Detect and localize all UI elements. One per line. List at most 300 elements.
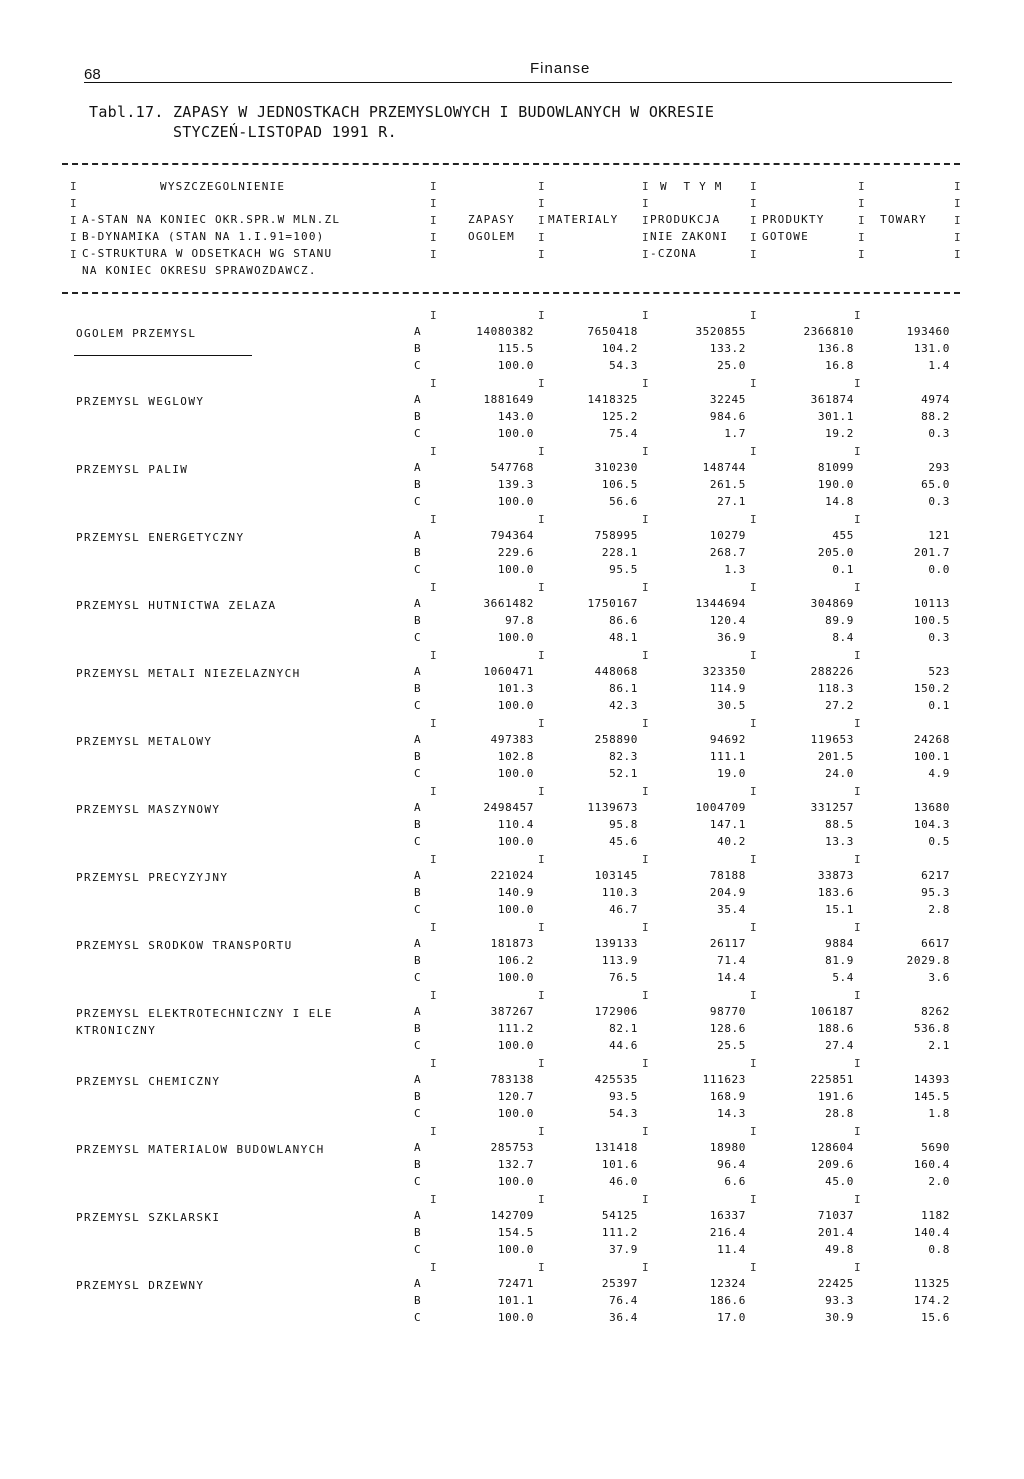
row-label: PRZEMYSL ENERGETYCZNY: [76, 531, 245, 544]
table-cell: 181873: [490, 937, 534, 950]
row-marker: A: [414, 665, 422, 678]
table-cell: 172906: [594, 1005, 638, 1018]
row-marker: A: [414, 1141, 422, 1154]
row-separator: I: [538, 785, 545, 798]
header-separator: I: [642, 180, 649, 193]
table-cell: 140.9: [497, 886, 534, 899]
row-marker: B: [414, 1226, 422, 1239]
row-separator: I: [430, 785, 437, 798]
table-cell: 119653: [810, 733, 854, 746]
row-separator: I: [430, 1261, 437, 1274]
table-cell: 49.8: [825, 1243, 854, 1256]
row-separator: I: [750, 1261, 757, 1274]
row-marker: C: [414, 427, 422, 440]
table-cell: 37.9: [609, 1243, 638, 1256]
row-separator: I: [430, 717, 437, 730]
table-cell: 100.0: [497, 699, 534, 712]
table-cell: 106.5: [601, 478, 638, 491]
table-cell: 106.2: [497, 954, 534, 967]
row-separator: I: [854, 785, 861, 798]
table-cell: 104.2: [601, 342, 638, 355]
table-cell: 288226: [810, 665, 854, 678]
table-cell: 4.9: [928, 767, 950, 780]
table-cell: 93.5: [609, 1090, 638, 1103]
table-cell: 131.0: [913, 342, 950, 355]
table-cell: 100.5: [913, 614, 950, 627]
table-cell: 54125: [601, 1209, 638, 1222]
table-cell: 2498457: [483, 801, 534, 814]
row-label: PRZEMYSL ELEKTROTECHNICZNY I ELE: [76, 1007, 333, 1020]
table-cell: 42.3: [609, 699, 638, 712]
row-separator: I: [430, 1125, 437, 1138]
table-cell: 0.3: [928, 427, 950, 440]
table-cell: 0.8: [928, 1243, 950, 1256]
header-separator: I: [954, 248, 961, 261]
row-marker: A: [414, 325, 422, 338]
header-separator: I: [858, 248, 865, 261]
row-label-continued: KTRONICZNY: [76, 1024, 157, 1037]
row-separator: I: [854, 513, 861, 526]
page-number: 68: [84, 66, 101, 83]
header-w-tym: W T Y M: [660, 180, 723, 193]
row-separator: I: [854, 1261, 861, 1274]
row-separator: I: [538, 377, 545, 390]
row-separator: I: [430, 513, 437, 526]
table-cell: 40.2: [717, 835, 746, 848]
row-marker: C: [414, 903, 422, 916]
table-cell: 36.9: [717, 631, 746, 644]
table-cell: 35.4: [717, 903, 746, 916]
table-cell: 82.3: [609, 750, 638, 763]
table-cell: 98770: [709, 1005, 746, 1018]
row-label: PRZEMYSL METALI NIEZELAZNYCH: [76, 667, 301, 680]
row-marker: B: [414, 546, 422, 559]
table-cell: 147.1: [709, 818, 746, 831]
row-marker: B: [414, 750, 422, 763]
row-separator: I: [538, 513, 545, 526]
row-separator: I: [538, 1057, 545, 1070]
table-cell: 523: [928, 665, 950, 678]
table-cell: 142709: [490, 1209, 534, 1222]
row-marker: C: [414, 971, 422, 984]
row-separator: I: [538, 649, 545, 662]
table-cell: 121: [928, 529, 950, 542]
table-cell: 261.5: [709, 478, 746, 491]
table-cell: 100.0: [497, 835, 534, 848]
table-cell: 75.4: [609, 427, 638, 440]
row-separator: I: [750, 853, 757, 866]
row-separator: I: [854, 445, 861, 458]
row-separator: I: [750, 445, 757, 458]
table-cell: 361874: [810, 393, 854, 406]
row-separator: I: [750, 309, 757, 322]
row-separator: I: [642, 853, 649, 866]
table-cell: 25.0: [717, 359, 746, 372]
table-cell: 76.4: [609, 1294, 638, 1307]
row-marker: A: [414, 529, 422, 542]
table-cell: 547768: [490, 461, 534, 474]
table-cell: 148744: [702, 461, 746, 474]
table-cell: 205.0: [817, 546, 854, 559]
row-separator: I: [854, 1193, 861, 1206]
table-cell: 1418325: [587, 393, 638, 406]
header-separator: I: [750, 231, 757, 244]
table-cell: 783138: [490, 1073, 534, 1086]
row-separator: I: [430, 1057, 437, 1070]
row-marker: C: [414, 1311, 422, 1324]
row-marker: A: [414, 733, 422, 746]
row-separator: I: [642, 921, 649, 934]
row-separator: I: [538, 1261, 545, 1274]
table-cell: 150.2: [913, 682, 950, 695]
table-cell: 2.1: [928, 1039, 950, 1052]
table-cell: 82.1: [609, 1022, 638, 1035]
table-cell: 191.6: [817, 1090, 854, 1103]
table-cell: 111623: [702, 1073, 746, 1086]
table-cell: 13680: [913, 801, 950, 814]
header-separator: I: [750, 180, 757, 193]
table-cell: 71.4: [717, 954, 746, 967]
row-label: PRZEMYSL PALIW: [76, 463, 189, 476]
row-marker: A: [414, 1277, 422, 1290]
header-separator: I: [954, 180, 961, 193]
row-separator: I: [854, 921, 861, 934]
table-cell: 128.6: [709, 1022, 746, 1035]
table-cell: 1004709: [695, 801, 746, 814]
header-produkcja: -CZONA: [650, 247, 697, 260]
row-separator: I: [430, 581, 437, 594]
row-label: PRZEMYSL HUTNICTWA ZELAZA: [76, 599, 277, 612]
row-marker: A: [414, 461, 422, 474]
header-produkty: GOTOWE: [762, 230, 809, 243]
row-marker: A: [414, 801, 422, 814]
table-cell: 2.0: [928, 1175, 950, 1188]
table-cell: 14393: [913, 1073, 950, 1086]
table-cell: 24268: [913, 733, 950, 746]
row-marker: B: [414, 342, 422, 355]
row-separator: I: [750, 1057, 757, 1070]
table-cell: 258890: [594, 733, 638, 746]
table-cell: 168.9: [709, 1090, 746, 1103]
table-cell: 22425: [817, 1277, 854, 1290]
table-cell: 14080382: [476, 325, 534, 338]
table-cell: 32245: [709, 393, 746, 406]
header-separator: I: [70, 214, 77, 227]
table-cell: 65.0: [921, 478, 950, 491]
table-cell: 24.0: [825, 767, 854, 780]
header-legend-line: NA KONIEC OKRESU SPRAWOZDAWCZ.: [82, 264, 317, 277]
header-separator: I: [70, 180, 77, 193]
header-separator: I: [750, 214, 757, 227]
table-cell: 6.6: [724, 1175, 746, 1188]
table-cell: 72471: [497, 1277, 534, 1290]
row-label: PRZEMYSL PRECYZYJNY: [76, 871, 229, 884]
table-cell: 100.0: [497, 427, 534, 440]
header-separator: I: [858, 231, 865, 244]
table-cell: 154.5: [497, 1226, 534, 1239]
table-cell: 2366810: [803, 325, 854, 338]
table-cell: 111.2: [601, 1226, 638, 1239]
table-cell: 448068: [594, 665, 638, 678]
table-cell: 115.5: [497, 342, 534, 355]
header-legend-line: B-DYNAMIKA (STAN NA 1.I.91=100): [82, 230, 325, 243]
row-separator: I: [854, 581, 861, 594]
table-cell: 190.0: [817, 478, 854, 491]
header-separator: I: [70, 248, 77, 261]
table-cell: 100.1: [913, 750, 950, 763]
row-label: PRZEMYSL METALOWY: [76, 735, 213, 748]
table-cell: 94692: [709, 733, 746, 746]
header-separator: I: [858, 214, 865, 227]
table-cell: 14.4: [717, 971, 746, 984]
row-separator: I: [642, 649, 649, 662]
table-cell: 27.2: [825, 699, 854, 712]
row-separator: I: [642, 1125, 649, 1138]
header-legend-line: A-STAN NA KONIEC OKR.SPR.W MLN.ZL: [82, 213, 341, 226]
table-cell: 81099: [817, 461, 854, 474]
table-cell: 139133: [594, 937, 638, 950]
row-separator: I: [430, 309, 437, 322]
table-cell: 1.3: [724, 563, 746, 576]
header-produkty: PRODUKTY: [762, 213, 825, 226]
row-marker: B: [414, 1294, 422, 1307]
row-separator: I: [854, 649, 861, 662]
row-separator: I: [430, 853, 437, 866]
header-separator: I: [642, 248, 649, 261]
table-cell: 33873: [817, 869, 854, 882]
table-cell: 11325: [913, 1277, 950, 1290]
header-separator: I: [70, 197, 77, 210]
row-separator: I: [854, 377, 861, 390]
row-separator: I: [642, 989, 649, 1002]
row-marker: A: [414, 1073, 422, 1086]
row-label: PRZEMYSL CHEMICZNY: [76, 1075, 221, 1088]
table-cell: 1.4: [928, 359, 950, 372]
row-separator: I: [538, 309, 545, 322]
table-cell: 76.5: [609, 971, 638, 984]
table-cell: 19.2: [825, 427, 854, 440]
table-cell: 794364: [490, 529, 534, 542]
table-cell: 93.3: [825, 1294, 854, 1307]
row-separator: I: [538, 717, 545, 730]
row-marker: A: [414, 597, 422, 610]
header-materialy: MATERIALY: [548, 213, 619, 226]
table-cell: 7650418: [587, 325, 638, 338]
table-cell: 131418: [594, 1141, 638, 1154]
row-separator: I: [642, 1261, 649, 1274]
row-separator: I: [430, 377, 437, 390]
table-cell: 285753: [490, 1141, 534, 1154]
table-cell: 209.6: [817, 1158, 854, 1171]
table-header-rule: [62, 292, 960, 294]
header-separator: I: [538, 231, 545, 244]
table-cell: 758995: [594, 529, 638, 542]
table-cell: 45.6: [609, 835, 638, 848]
table-cell: 30.5: [717, 699, 746, 712]
table-cell: 100.0: [497, 971, 534, 984]
table-cell: 136.8: [817, 342, 854, 355]
row-separator: I: [854, 309, 861, 322]
table-cell: 100.0: [497, 563, 534, 576]
row-separator: I: [854, 853, 861, 866]
table-cell: 140.4: [913, 1226, 950, 1239]
row-separator: I: [750, 785, 757, 798]
table-cell: 4974: [921, 393, 950, 406]
row-marker: C: [414, 1243, 422, 1256]
table-cell: 52.1: [609, 767, 638, 780]
row-marker: B: [414, 886, 422, 899]
table-cell: 95.5: [609, 563, 638, 576]
table-cell: 100.0: [497, 1107, 534, 1120]
row-separator: I: [750, 1193, 757, 1206]
table-cell: 8262: [921, 1005, 950, 1018]
row-separator: I: [854, 989, 861, 1002]
row-marker: C: [414, 835, 422, 848]
table-cell: 25.5: [717, 1039, 746, 1052]
table-cell: 133.2: [709, 342, 746, 355]
table-cell: 160.4: [913, 1158, 950, 1171]
row-marker: B: [414, 818, 422, 831]
row-separator: I: [430, 445, 437, 458]
row-label: PRZEMYSL SZKLARSKI: [76, 1211, 221, 1224]
header-separator: I: [642, 197, 649, 210]
row-separator: I: [430, 1193, 437, 1206]
header-separator: I: [430, 231, 437, 244]
row-separator: I: [430, 989, 437, 1002]
table-cell: 103145: [594, 869, 638, 882]
table-cell: 221024: [490, 869, 534, 882]
row-separator: I: [750, 649, 757, 662]
table-cell: 111.1: [709, 750, 746, 763]
table-cell: 88.5: [825, 818, 854, 831]
row-marker: C: [414, 699, 422, 712]
table-cell: 100.0: [497, 1175, 534, 1188]
row-separator: I: [854, 1125, 861, 1138]
row-separator: I: [642, 1057, 649, 1070]
row-separator: I: [642, 309, 649, 322]
table-cell: 102.8: [497, 750, 534, 763]
table-cell: 1139673: [587, 801, 638, 814]
table-cell: 46.7: [609, 903, 638, 916]
table-cell: 28.8: [825, 1107, 854, 1120]
table-cell: 9884: [825, 937, 854, 950]
row-label: PRZEMYSL WEGLOWY: [76, 395, 205, 408]
table-cell: 101.6: [601, 1158, 638, 1171]
table-cell: 1.8: [928, 1107, 950, 1120]
table-cell: 114.9: [709, 682, 746, 695]
row-marker: B: [414, 1158, 422, 1171]
header-separator: I: [954, 197, 961, 210]
table-cell: 45.0: [825, 1175, 854, 1188]
table-cell: 0.1: [928, 699, 950, 712]
row-separator: I: [642, 445, 649, 458]
table-cell: 19.0: [717, 767, 746, 780]
header-produkcja: NIE ZAKONI: [650, 230, 729, 243]
row-marker: B: [414, 1090, 422, 1103]
header-separator: I: [538, 214, 545, 227]
row-separator: I: [642, 785, 649, 798]
row-marker: B: [414, 614, 422, 627]
table-cell: 293: [928, 461, 950, 474]
row-separator: I: [642, 717, 649, 730]
table-cell: 188.6: [817, 1022, 854, 1035]
table-cell: 125.2: [601, 410, 638, 423]
table-cell: 145.5: [913, 1090, 950, 1103]
table-cell: 139.3: [497, 478, 534, 491]
row-marker: B: [414, 1022, 422, 1035]
header-zapasy-ogolem: ZAPASY: [468, 213, 515, 226]
table-cell: 1182: [921, 1209, 950, 1222]
row-label: PRZEMYSL SRODKOW TRANSPORTU: [76, 939, 293, 952]
table-cell: 13.3: [825, 835, 854, 848]
header-col-title: WYSZCZEGOLNIENIE: [160, 180, 286, 193]
row-separator: I: [430, 921, 437, 934]
row-marker: C: [414, 1175, 422, 1188]
table-cell: 111.2: [497, 1022, 534, 1035]
row-separator: I: [642, 377, 649, 390]
header-separator: I: [538, 197, 545, 210]
table-cell: 100.0: [497, 1311, 534, 1324]
table-cell: 229.6: [497, 546, 534, 559]
table-cell: 95.8: [609, 818, 638, 831]
table-cell: 96.4: [717, 1158, 746, 1171]
header-separator: I: [430, 180, 437, 193]
table-cell: 71037: [817, 1209, 854, 1222]
row-marker: B: [414, 478, 422, 491]
row-separator: I: [538, 921, 545, 934]
table-cell: 118.3: [817, 682, 854, 695]
row-marker: B: [414, 410, 422, 423]
table-cell: 48.1: [609, 631, 638, 644]
table-cell: 268.7: [709, 546, 746, 559]
table-cell: 120.4: [709, 614, 746, 627]
row-marker: A: [414, 937, 422, 950]
table-cell: 2.8: [928, 903, 950, 916]
table-cell: 18980: [709, 1141, 746, 1154]
table-cell: 30.9: [825, 1311, 854, 1324]
row-marker: B: [414, 682, 422, 695]
table-cell: 97.8: [505, 614, 534, 627]
header-separator: I: [954, 231, 961, 244]
row-marker: A: [414, 1005, 422, 1018]
table-cell: 78188: [709, 869, 746, 882]
table-cell: 100.0: [497, 495, 534, 508]
row-marker: C: [414, 767, 422, 780]
table-cell: 0.1: [832, 563, 854, 576]
row-marker: C: [414, 359, 422, 372]
header-rule: [84, 82, 952, 83]
table-cell: 0.3: [928, 631, 950, 644]
table-cell: 310230: [594, 461, 638, 474]
row-marker: C: [414, 1107, 422, 1120]
row-separator: I: [538, 1193, 545, 1206]
table-cell: 6617: [921, 937, 950, 950]
table-cell: 86.6: [609, 614, 638, 627]
table-cell: 110.4: [497, 818, 534, 831]
row-separator: I: [750, 377, 757, 390]
table-cell: 201.5: [817, 750, 854, 763]
table-cell: 132.7: [497, 1158, 534, 1171]
table-cell: 304869: [810, 597, 854, 610]
table-cell: 0.5: [928, 835, 950, 848]
header-separator: I: [750, 248, 757, 261]
table-cell: 106187: [810, 1005, 854, 1018]
row-separator: I: [642, 581, 649, 594]
row-marker: A: [414, 1209, 422, 1222]
table-cell: 183.6: [817, 886, 854, 899]
header-produkcja: PRODUKCJA: [650, 213, 721, 226]
table-cell: 11.4: [717, 1243, 746, 1256]
